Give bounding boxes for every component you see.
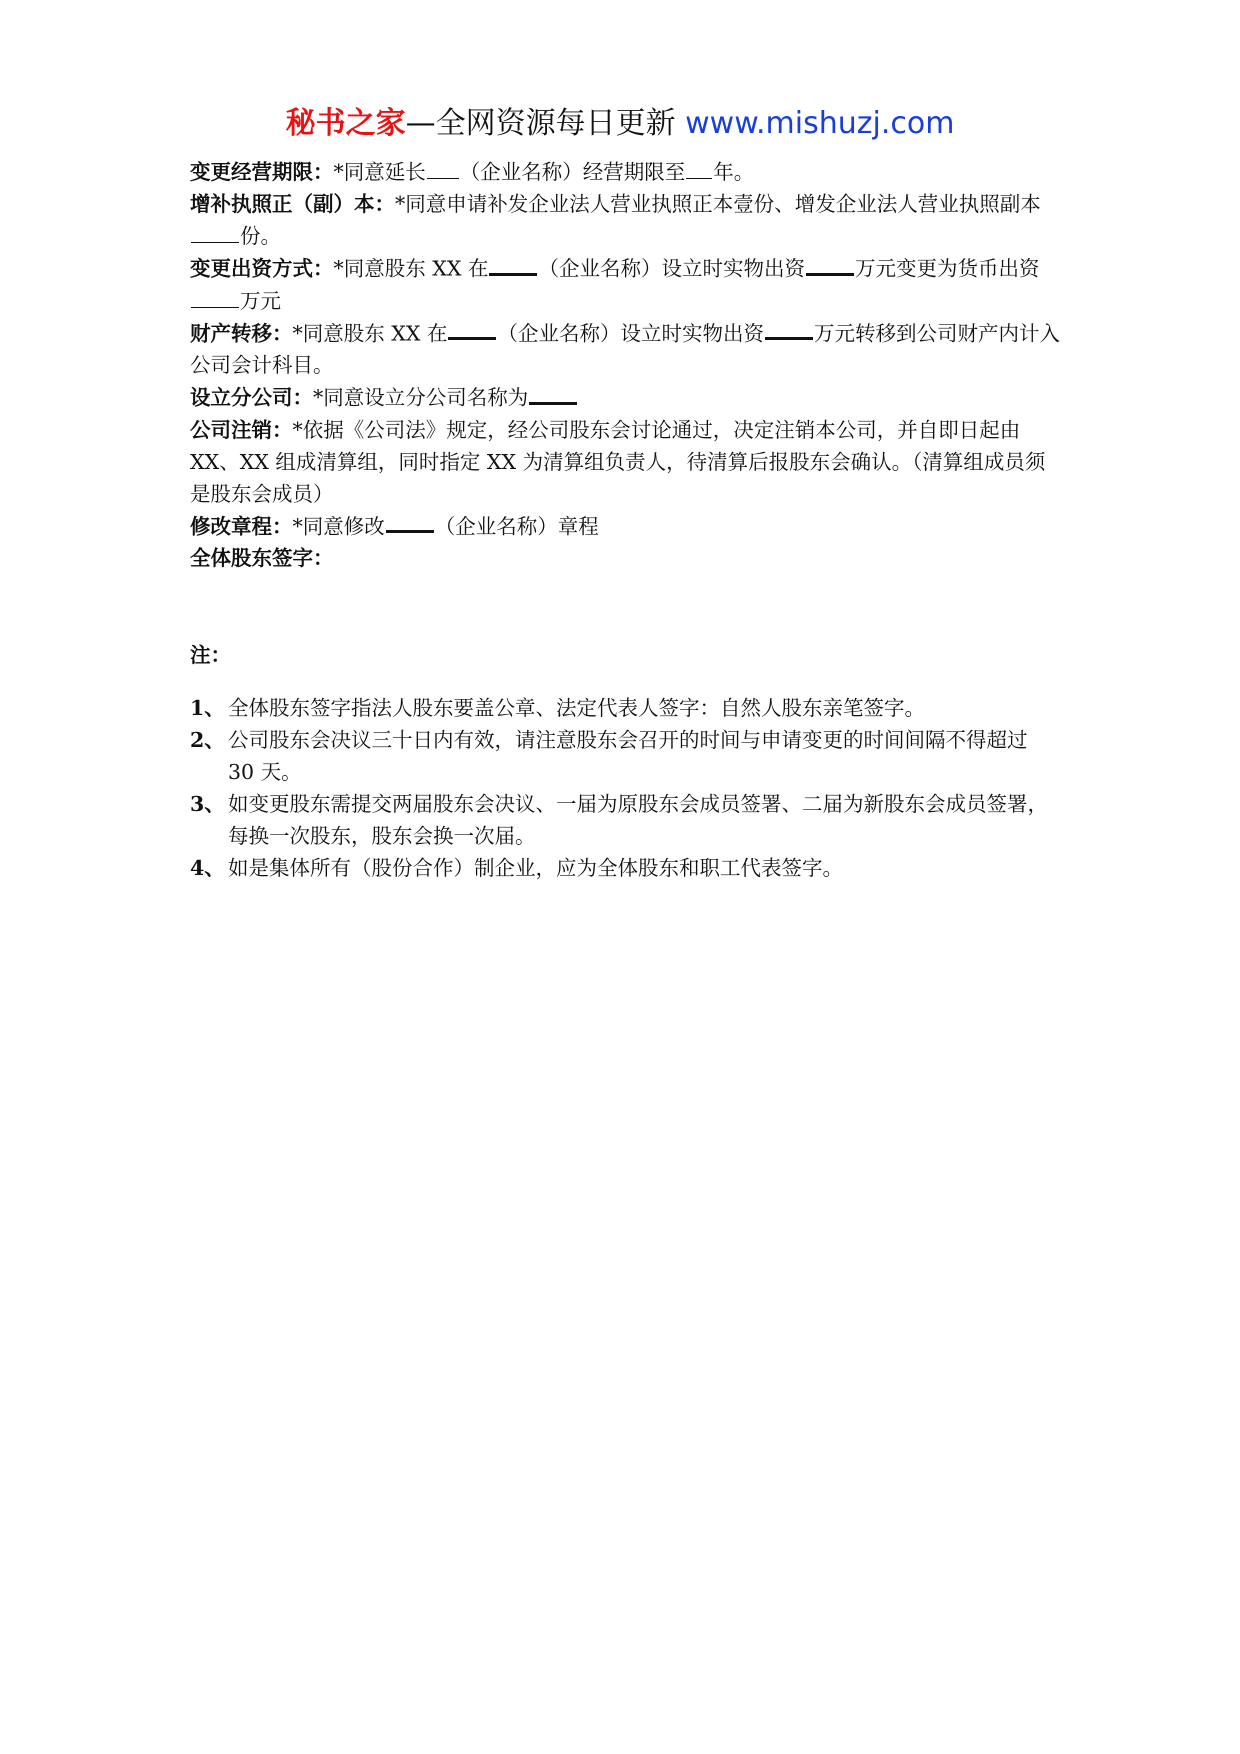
item-text: *依据《公司法》规定，经公司股东会讨论通过，决定注销本公司，并自即日起由 XX、XX 组成清算组，同时指定 XX 为清算组负责人，待清算后报股东会确认。（清算组成员须是股东会成员） bbox=[190, 417, 1046, 506]
item-license bbox=[190, 188, 1060, 252]
item-text: *同意股东 XX 在 bbox=[292, 321, 448, 345]
note-item bbox=[190, 692, 1060, 724]
signature-area bbox=[190, 574, 1060, 639]
item-text: （企业名称）设立时实物出资 bbox=[538, 256, 805, 281]
item-label: 变更出资方式： bbox=[190, 256, 334, 281]
note-number: 4、 bbox=[190, 855, 225, 880]
note-number: 2、 bbox=[190, 727, 225, 752]
fill-blank bbox=[448, 317, 496, 341]
fill-blank bbox=[489, 252, 537, 276]
fill-blank bbox=[806, 252, 854, 276]
item-label: 变更经营期限： bbox=[190, 160, 334, 184]
header-slogan: —全网资源每日更新 bbox=[405, 106, 686, 141]
item-change-term bbox=[190, 156, 1060, 188]
fill-blank bbox=[191, 286, 239, 308]
note-text: 公司股东会决议三十日内有效，请注意股东会召开的时间与申请变更的时间间隔不得超过 30 天。 bbox=[228, 727, 1028, 784]
item-text: 万元变更为货币出资 bbox=[854, 256, 1040, 281]
fill-blank bbox=[529, 381, 577, 405]
item-label: 财产转移： bbox=[190, 321, 293, 345]
fill-blank bbox=[191, 222, 239, 244]
item-label: 修改章程： bbox=[190, 514, 293, 538]
note-item bbox=[190, 724, 1060, 788]
fill-blank bbox=[386, 510, 434, 534]
fill-blank bbox=[686, 158, 712, 180]
fill-blank bbox=[765, 317, 813, 341]
item-text: 份。 bbox=[240, 224, 281, 248]
item-text: *同意设立分公司名称为 bbox=[313, 385, 529, 410]
item-signature bbox=[190, 542, 1060, 574]
item-text: 万元转移到公司财产内计入公司会计科目。 bbox=[190, 321, 1060, 377]
item-label: 设立分公司： bbox=[190, 385, 313, 410]
item-text: *同意延长 bbox=[333, 160, 426, 184]
item-text: *同意修改 bbox=[292, 514, 385, 538]
note-item bbox=[190, 852, 1060, 884]
item-branch bbox=[190, 381, 1060, 414]
brand-name: 秘书之家 bbox=[285, 106, 406, 141]
item-capital-method bbox=[190, 252, 1060, 317]
item-label: 增补执照正（副）本： bbox=[190, 192, 395, 216]
signature-label: 全体股东签字： bbox=[190, 546, 334, 570]
item-text: 万元 bbox=[240, 288, 281, 313]
item-label: 公司注销： bbox=[190, 417, 293, 442]
fill-blank bbox=[427, 158, 459, 180]
item-text: （企业名称）章程 bbox=[434, 514, 599, 538]
site-url-link[interactable]: www.mishuzj.com bbox=[685, 106, 955, 141]
note-number: 3、 bbox=[190, 791, 225, 816]
item-text: 年。 bbox=[713, 160, 755, 184]
item-text: （企业名称）经营期限至 bbox=[459, 160, 686, 184]
site-header bbox=[0, 102, 1240, 146]
note-text: 如是集体所有（股份合作）制企业，应为全体股东和职工代表签字。 bbox=[228, 855, 843, 880]
item-cancellation bbox=[190, 414, 1060, 510]
notes-title: 注： bbox=[190, 643, 231, 667]
note-item bbox=[190, 788, 1060, 852]
note-text: 如变更股东需提交两届股东会决议、一届为原股东会成员签署、二届为新股东会成员签署，每换一次股东，股东会换一次届。 bbox=[228, 791, 1048, 848]
item-text: *同意股东 XX 在 bbox=[333, 256, 489, 281]
item-charter bbox=[190, 510, 1060, 543]
item-property-transfer bbox=[190, 317, 1060, 382]
note-number: 1、 bbox=[190, 695, 225, 720]
document-body bbox=[190, 156, 1060, 884]
item-text: （企业名称）设立时实物出资 bbox=[497, 321, 764, 345]
item-text: *同意申请补发企业法人营业执照正本壹份、增发企业法人营业执照副本 bbox=[395, 192, 1041, 216]
note-text: 全体股东签字指法人股东要盖公章、法定代表人签字：自然人股东亲笔签字。 bbox=[228, 695, 925, 720]
